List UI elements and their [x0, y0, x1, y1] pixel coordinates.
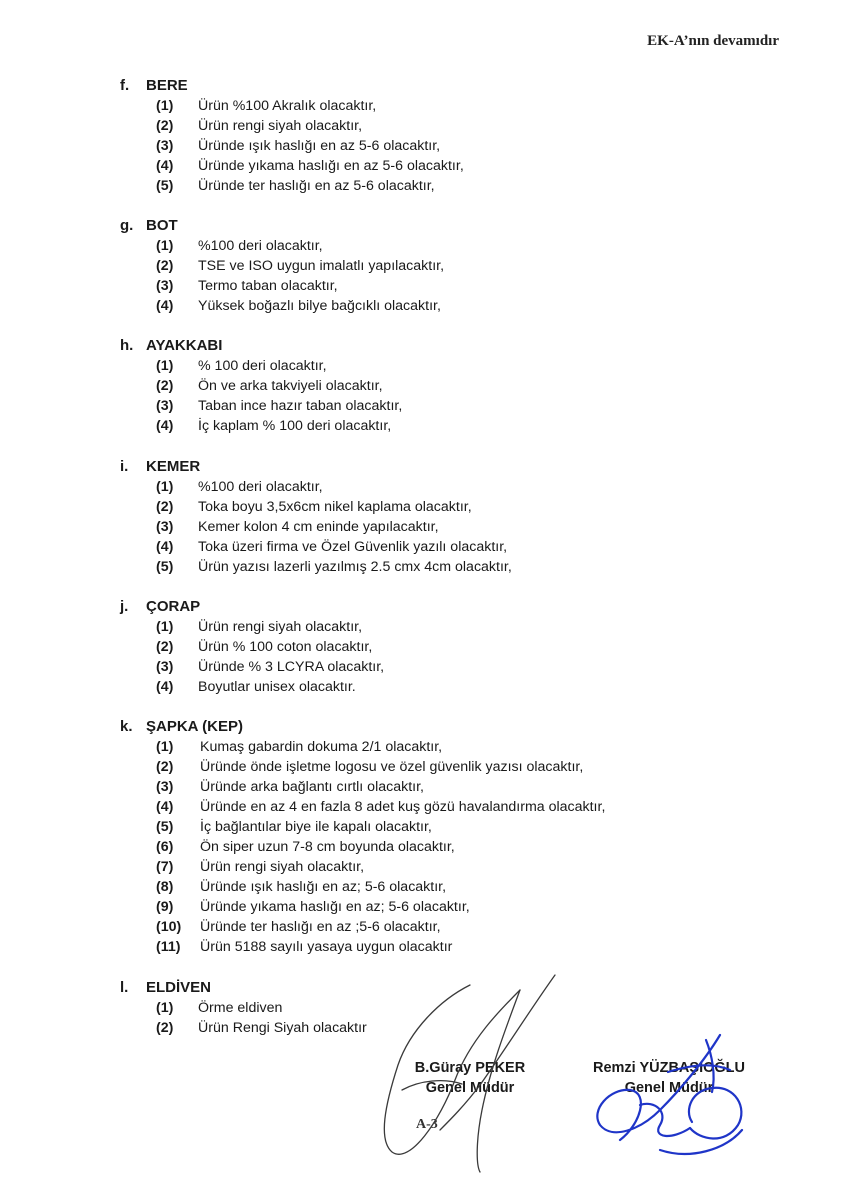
- section-title: KEMER: [146, 458, 201, 475]
- item-number: (5): [156, 178, 174, 194]
- item-number: (2): [156, 639, 174, 655]
- list-item: [156, 837, 605, 857]
- list-item: [156, 797, 605, 817]
- item-number: (3): [156, 659, 174, 675]
- item-number: (1): [156, 619, 174, 635]
- item-text: Ürün yazısı lazerli yazılmış 2.5 cmx 4cm olacaktır,: [198, 559, 512, 575]
- item-text: Ürün rengi siyah olacaktır,: [198, 619, 363, 635]
- list-item: [156, 617, 384, 637]
- item-text: Toka boyu 3,5x6cm nikel kaplama olacaktır,: [198, 499, 472, 515]
- list-item: [156, 637, 384, 657]
- list-item: [156, 477, 512, 497]
- list-item: [156, 557, 512, 577]
- section-title: AYAKKABI: [146, 337, 223, 354]
- section-heading: [120, 216, 444, 236]
- item-text: Yüksek boğazlı bilye bağcıklı olacaktır,: [198, 298, 441, 314]
- section-bot: [120, 216, 444, 316]
- list-item: [156, 276, 444, 296]
- item-number: (1): [156, 98, 174, 114]
- list-item: [156, 777, 605, 797]
- item-text: Üründe en az 4 en fazla 8 adet kuş gözü havalandırma olacaktır,: [200, 799, 606, 815]
- item-text: Üründe ter haslığı en az 5-6 olacaktır,: [198, 178, 435, 194]
- item-number: (1): [156, 1000, 174, 1016]
- list-item: [156, 937, 605, 957]
- item-number: (1): [156, 479, 174, 495]
- section-letter: f.: [120, 77, 130, 94]
- item-number: (4): [156, 799, 174, 815]
- item-list: [120, 617, 384, 697]
- list-item: [156, 897, 605, 917]
- item-text: %100 deri olacaktır,: [198, 479, 323, 495]
- list-item: [156, 396, 402, 416]
- item-text: Ürün 5188 sayılı yasaya uygun olacaktır: [200, 939, 453, 955]
- item-number: (1): [156, 358, 174, 374]
- list-item: [156, 757, 605, 777]
- section-letter: j.: [120, 598, 129, 615]
- section-heading: [120, 457, 512, 477]
- item-list: [120, 356, 402, 436]
- signatory-name: B.Güray PEKER: [414, 1060, 526, 1076]
- item-text: Üründe yıkama haslığı en az; 5-6 olacaktır,: [200, 899, 470, 915]
- item-list: [120, 477, 512, 577]
- item-text: Kemer kolon 4 cm eninde yapılacaktır,: [198, 519, 439, 535]
- section-letter: l.: [120, 979, 129, 996]
- list-item: [156, 537, 512, 557]
- section-bere: [120, 76, 464, 196]
- item-text: %100 deri olacaktır,: [198, 238, 323, 254]
- list-item: [156, 356, 402, 376]
- item-list: [120, 236, 444, 316]
- item-text: Üründe ter haslığı en az ;5-6 olacaktır,: [200, 919, 441, 935]
- item-text: Üründe yıkama haslığı en az 5-6 olacaktır,: [198, 158, 464, 174]
- item-number: (4): [156, 418, 174, 434]
- item-text: Ürün rengi siyah olacaktır,: [200, 859, 365, 875]
- item-number: (2): [156, 378, 174, 394]
- item-text: Üründe % 3 LCYRA olacaktır,: [198, 659, 385, 675]
- item-text: Üründe ışık haslığı en az; 5-6 olacaktır,: [200, 879, 447, 895]
- item-number: (3): [156, 398, 174, 414]
- item-text: Ürün rengi siyah olacaktır,: [198, 118, 363, 134]
- item-text: Kumaş gabardin dokuma 2/1 olacaktır,: [200, 739, 443, 755]
- list-item: [156, 737, 605, 757]
- item-number: (3): [156, 779, 174, 795]
- list-item: [156, 236, 444, 256]
- list-item: [156, 116, 464, 136]
- item-number: (2): [156, 1020, 174, 1036]
- item-number: (7): [156, 859, 174, 875]
- item-number: (3): [156, 519, 174, 535]
- section-eldiven: [120, 978, 367, 1038]
- section-title: ELDİVEN: [146, 979, 212, 996]
- item-number: (5): [156, 819, 174, 835]
- item-number: (3): [156, 138, 174, 154]
- signatory-title: Genel Müdür: [624, 1080, 714, 1096]
- list-item: [156, 96, 464, 116]
- item-text: Üründe arka bağlantı cırtlı olacaktır,: [200, 779, 424, 795]
- list-item: [156, 296, 444, 316]
- item-text: Boyutlar unisex olacaktır.: [198, 679, 356, 695]
- list-item: [156, 817, 605, 837]
- signatory-name: Remzi YÜZBAŞIOĞLU: [592, 1060, 745, 1076]
- item-text: Ön ve arka takviyeli olacaktır,: [198, 378, 383, 394]
- section-ayakkabi: [120, 336, 402, 436]
- item-text: Termo taban olacaktır,: [198, 278, 338, 294]
- item-text: Üründe ışık haslığı en az 5-6 olacaktır,: [198, 138, 441, 154]
- list-item: [156, 156, 464, 176]
- item-list: [120, 998, 367, 1038]
- page-number: A-3: [416, 1117, 438, 1132]
- section-kemer: [120, 457, 512, 577]
- section-title: BOT: [146, 217, 178, 234]
- list-item: [156, 677, 384, 697]
- item-text: İç kaplam % 100 deri olacaktır,: [198, 418, 392, 434]
- list-item: [156, 998, 367, 1018]
- item-text: İç bağlantılar biye ile kapalı olacaktır,: [200, 819, 432, 835]
- signatory-left: [400, 1058, 540, 1098]
- item-text: Örme eldiven: [198, 1000, 283, 1016]
- list-item: [156, 416, 402, 436]
- item-number: (4): [156, 298, 174, 314]
- section-heading: [120, 597, 384, 617]
- section-heading: [120, 717, 605, 737]
- item-number: (11): [156, 939, 181, 955]
- item-text: Toka üzeri firma ve Özel Güvenlik yazılı olacaktır,: [198, 539, 508, 555]
- item-text: Taban ince hazır taban olacaktır,: [198, 398, 403, 414]
- item-number: (4): [156, 539, 174, 555]
- signatory-title: Genel Müdür: [425, 1080, 515, 1096]
- list-item: [156, 517, 512, 537]
- item-text: Ürün Rengi Siyah olacaktır: [198, 1020, 367, 1036]
- list-item: [156, 1018, 367, 1038]
- list-item: [156, 376, 402, 396]
- item-number: (2): [156, 499, 174, 515]
- item-number: (2): [156, 118, 174, 134]
- item-number: (1): [156, 238, 174, 254]
- section-title: ÇORAP: [146, 598, 201, 615]
- item-number: (3): [156, 278, 174, 294]
- item-text: Ürün % 100 coton olacaktır,: [198, 639, 373, 655]
- item-text: Ön siper uzun 7-8 cm boyunda olacaktır,: [200, 839, 455, 855]
- item-list: [120, 96, 464, 196]
- item-text: Üründe önde işletme logosu ve özel güvenlik yazısı olacaktır,: [200, 759, 584, 775]
- signatory-right: [574, 1058, 764, 1098]
- section-heading: [120, 76, 464, 96]
- item-list: [120, 737, 605, 957]
- list-item: [156, 917, 605, 937]
- section-heading: [120, 978, 367, 998]
- section-heading: [120, 336, 402, 356]
- item-number: (8): [156, 879, 174, 895]
- item-number: (5): [156, 559, 174, 575]
- item-text: Ürün %100 Akralık olacaktır,: [198, 98, 377, 114]
- list-item: [156, 657, 384, 677]
- list-item: [156, 497, 512, 517]
- list-item: [156, 857, 605, 877]
- section-letter: i.: [120, 458, 129, 475]
- item-number: (4): [156, 158, 174, 174]
- continuation-note: EK-A’nın devamıdır: [647, 33, 779, 49]
- section-title: BERE: [146, 77, 188, 94]
- item-text: % 100 deri olacaktır,: [198, 358, 327, 374]
- list-item: [156, 877, 605, 897]
- item-number: (4): [156, 679, 174, 695]
- list-item: [156, 136, 464, 156]
- item-number: (10): [156, 919, 182, 935]
- section-letter: h.: [120, 337, 134, 354]
- list-item: [156, 176, 464, 196]
- section-sapka: [120, 717, 605, 957]
- item-number: (9): [156, 899, 174, 915]
- list-item: [156, 256, 444, 276]
- section-letter: g.: [120, 217, 134, 234]
- section-corap: [120, 597, 384, 697]
- item-number: (2): [156, 258, 174, 274]
- item-number: (6): [156, 839, 174, 855]
- item-number: (2): [156, 759, 174, 775]
- item-text: TSE ve ISO uygun imalatlı yapılacaktır,: [198, 258, 445, 274]
- item-number: (1): [156, 739, 174, 755]
- section-title: ŞAPKA (KEP): [146, 718, 243, 735]
- section-letter: k.: [120, 718, 133, 735]
